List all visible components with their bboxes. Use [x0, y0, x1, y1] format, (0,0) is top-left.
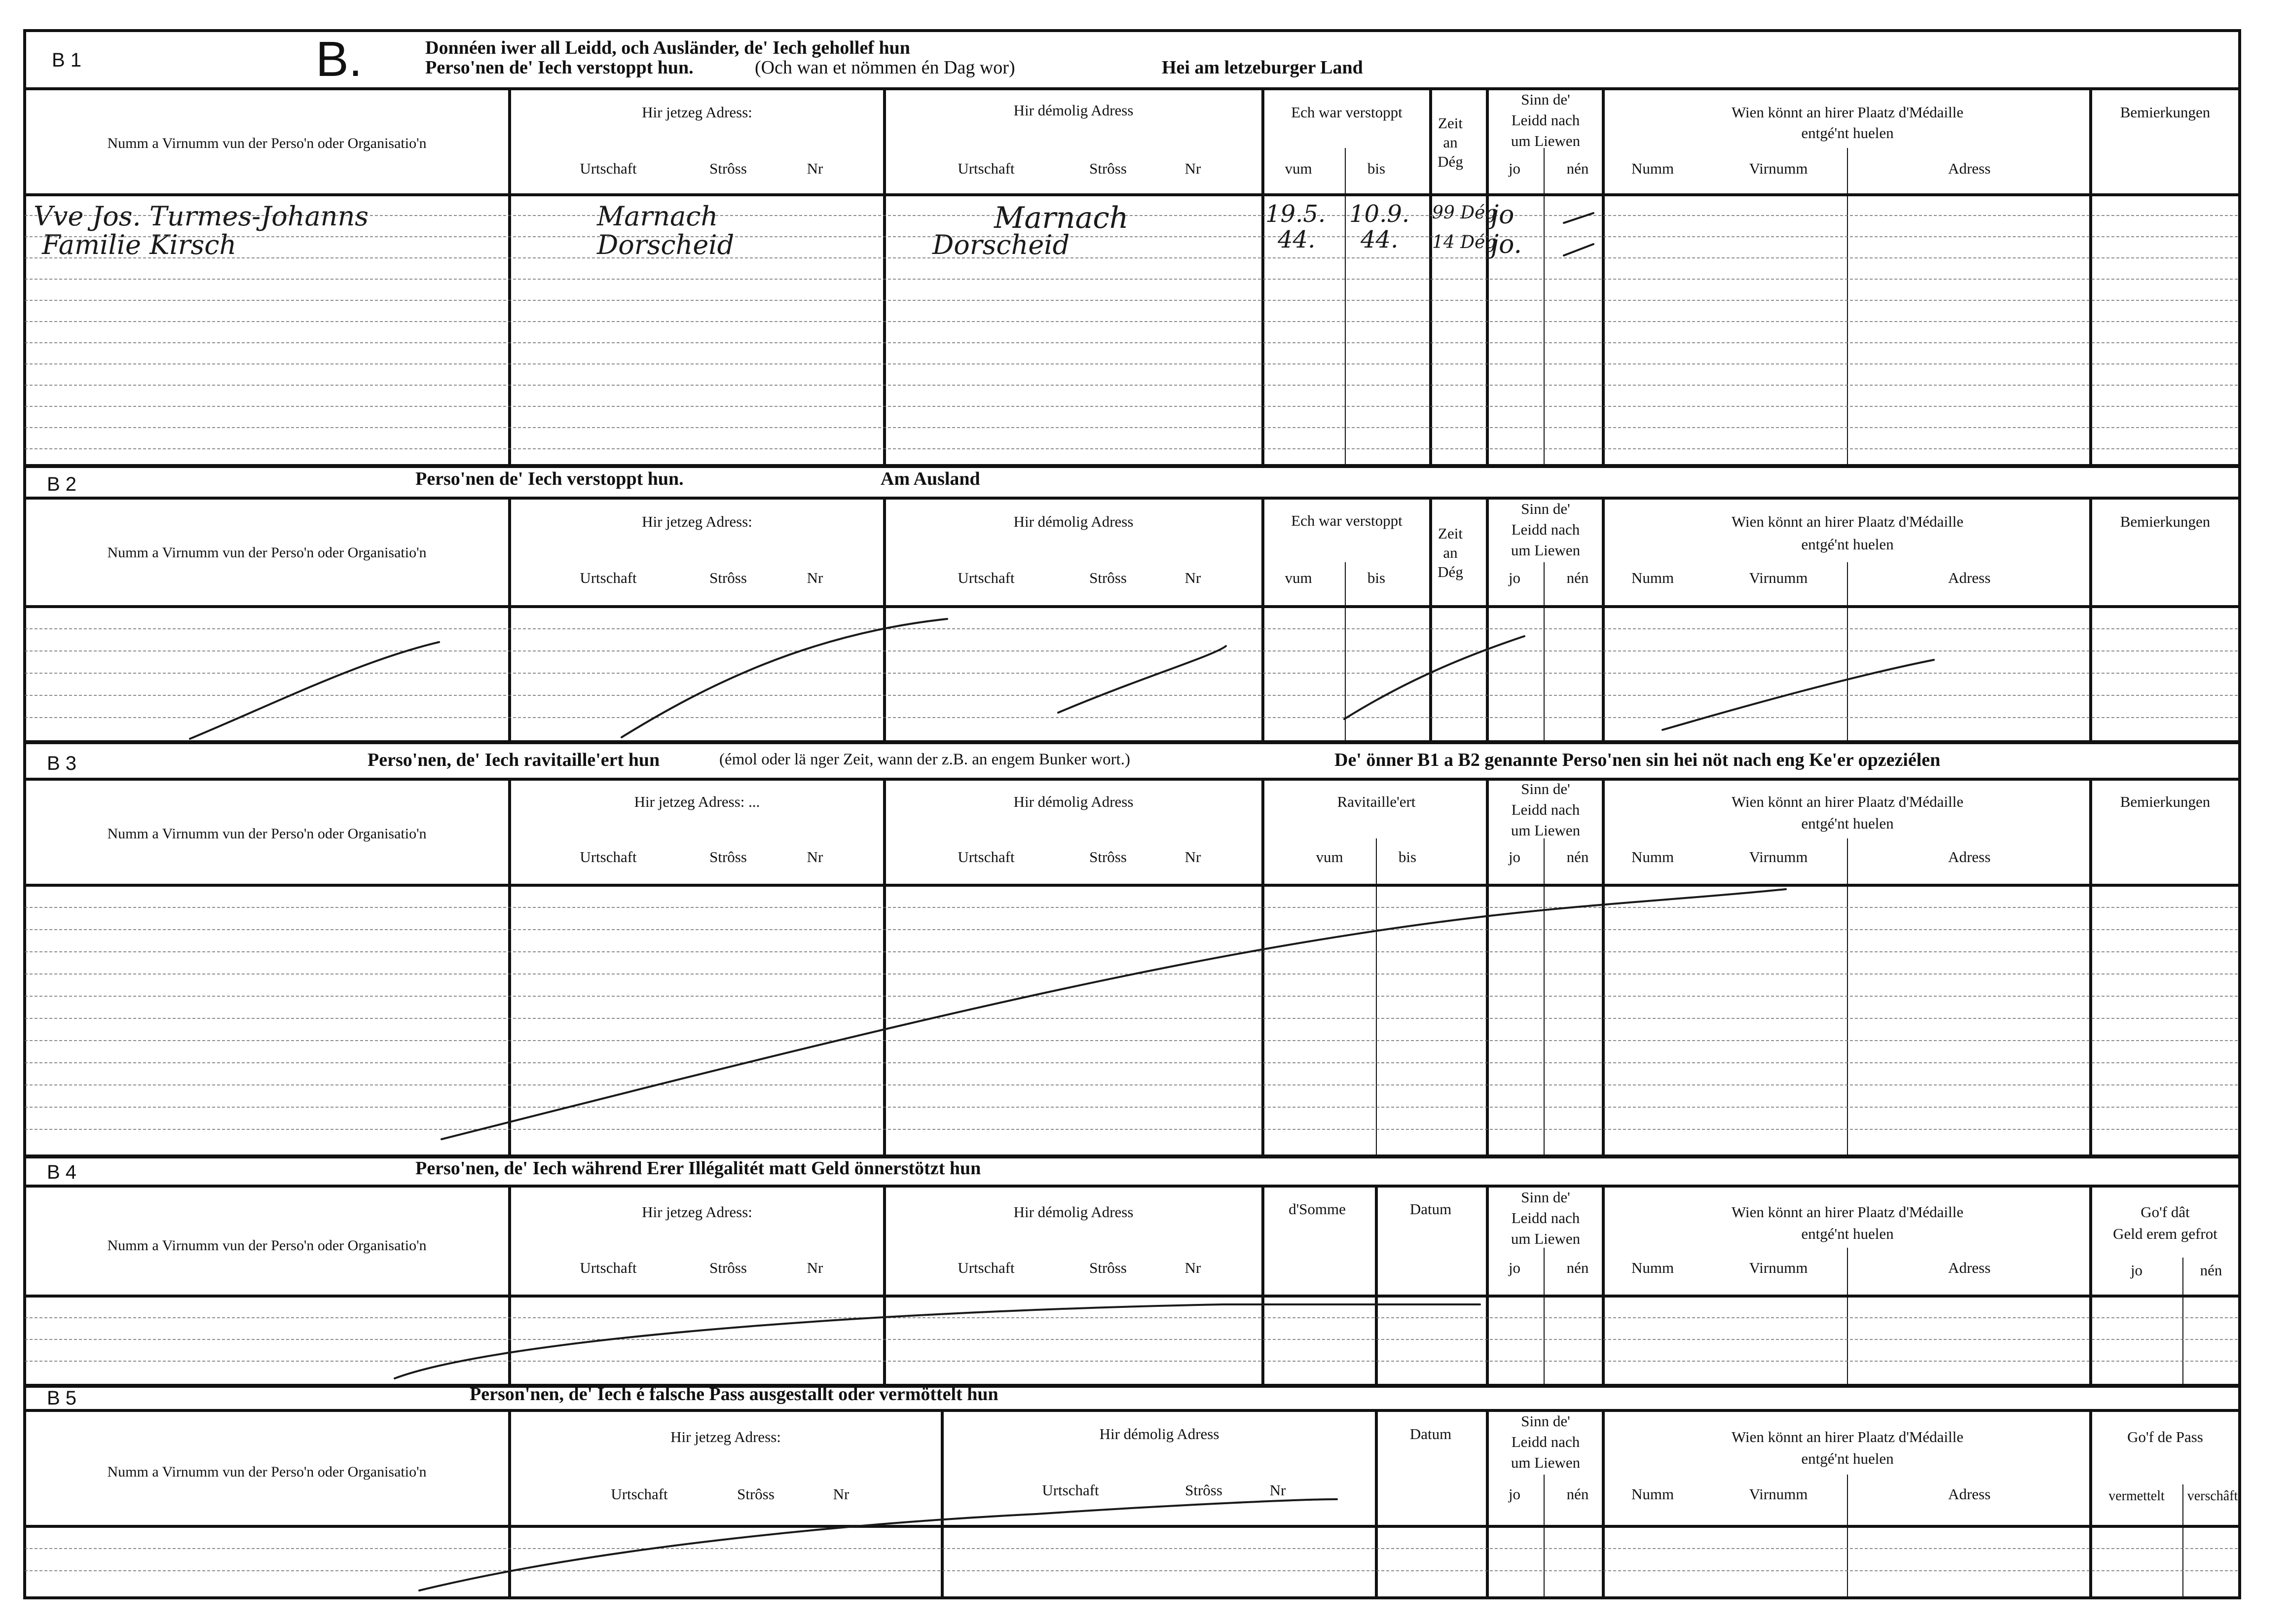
b4-hdr-former-town: Urtschaft: [958, 1259, 1015, 1276]
b4-hdr-alive-3: um Liewen: [1511, 1230, 1581, 1247]
b3-title: Perso'nen, de' Iech ravitaille'ert hun: [368, 750, 660, 770]
b4-hdr-money-2: Geld erem gefrot: [2113, 1225, 2217, 1242]
b1-row1-days: 99 Dég: [1432, 203, 1497, 223]
b1-hdr-name: Numm a Virnumm vun der Perso'n oder Organisatio'n: [107, 135, 427, 151]
b5-title: Person'nen, de' Iech é falsche Pass ausgestallt oder vermöttelt hun: [470, 1384, 998, 1405]
b3-hdr-supplied: Ravitaille'ert: [1337, 793, 1416, 810]
b5-hdr-medal-2: entgé'nt huelen: [1801, 1450, 1894, 1467]
b1-hdr-medal-2: entgé'nt huelen: [1801, 124, 1894, 142]
b3-hdr-address: Adress: [1948, 848, 1991, 866]
b3-hdr-former-address: Hir démolig Adress: [1013, 793, 1134, 810]
b1-title-line1: Donnéen iwer all Leidd, och Ausländer, de' Iech gehollef hun: [425, 37, 910, 58]
b2-hdr-street: Strôss: [709, 569, 747, 586]
b4-hdr-date: Datum: [1409, 1200, 1452, 1218]
b2-hdr-yes: jo: [1508, 569, 1521, 586]
b3-hdr-yes: jo: [1508, 848, 1521, 866]
b2-strike-5: [1662, 660, 1934, 730]
b1-row2-current-town: Dorscheid: [597, 229, 735, 260]
b1-hdr-time-3: Dég: [1438, 153, 1463, 170]
b4-hdr-lastname: Numm: [1631, 1259, 1674, 1276]
b5-hdr-address: Adress: [1948, 1485, 1991, 1503]
b5-hdr-lastname: Numm: [1631, 1485, 1674, 1503]
b2-hdr-lastname: Numm: [1631, 569, 1674, 586]
b1-hdr-current-address: Hir jetzeg Adress:: [642, 104, 752, 121]
b1-hdr-address: Adress: [1948, 160, 1991, 177]
b1-hdr-street: Strôss: [709, 160, 747, 177]
b3-hdr-from: vum: [1316, 848, 1343, 866]
b4-hdr-no: nén: [1566, 1259, 1589, 1276]
b5-hdr-name: Numm a Virnumm vun der Perso'n oder Organisatio'n: [107, 1464, 427, 1480]
b1-hdr-alive-1: Sinn de': [1521, 91, 1570, 108]
b4-hdr-nr: Nr: [807, 1259, 823, 1276]
b4-hdr-former-street: Strôss: [1089, 1259, 1127, 1276]
b3-hdr-name: Numm a Virnumm vun der Perso'n oder Organisatio'n: [107, 826, 427, 842]
b1-hdr-yes: jo: [1508, 160, 1521, 177]
b1-hdr-former-street: Strôss: [1089, 160, 1127, 177]
b5-hdr-arranged: vermettelt: [2108, 1488, 2165, 1504]
b5-hdr-street: Strôss: [737, 1485, 775, 1503]
b3-hdr-alive-2: Leidd nach: [1511, 801, 1580, 818]
b2-hdr-time-3: Dég: [1438, 563, 1463, 580]
b4-title: Perso'nen, de' Iech während Erer Illégalitét matt Geld önnerstötzt hun: [415, 1158, 981, 1179]
b3-strike: [442, 889, 1786, 1139]
b2-hdr-hidden-period: Ech war verstoppt: [1291, 512, 1403, 529]
b5-hdr-former-nr: Nr: [1269, 1481, 1286, 1499]
b1-hdr-former-town: Urtschaft: [958, 160, 1015, 177]
section-label-b2: B 2: [47, 473, 77, 495]
b1-hdr-time-1: Zeit: [1438, 114, 1463, 132]
b1-row2-name: Familie Kirsch: [42, 229, 237, 260]
b2-hdr-firstname: Virnumm: [1749, 569, 1808, 586]
b1-row1-from: 19.5.: [1265, 200, 1326, 228]
b4-hdr-sum: d'Somme: [1289, 1200, 1346, 1218]
b1-hdr-alive-3: um Liewen: [1511, 132, 1581, 149]
b1-hdr-to: bis: [1367, 160, 1386, 177]
b3-hdr-medal-1: Wien könnt an hirer Plaatz d'Médaille: [1731, 793, 1964, 810]
b4-hdr-former-address: Hir démolig Adress: [1013, 1203, 1134, 1221]
b3-hdr-medal-2: entgé'nt huelen: [1801, 815, 1894, 832]
b1-title-line2: Perso'nen de' Iech verstoppt hun.: [425, 57, 694, 78]
b1-hdr-remarks: Bemierkungen: [2120, 104, 2211, 121]
b1-row2-days: 14 Dég: [1432, 232, 1497, 253]
b4-hdr-medal-2: entgé'nt huelen: [1801, 1225, 1894, 1242]
b5-hdr-former-town: Urtschaft: [1042, 1481, 1099, 1499]
b4-strike: [395, 1304, 1480, 1378]
b5-hdr-yes: jo: [1508, 1485, 1521, 1503]
b4-hdr-firstname: Virnumm: [1749, 1259, 1808, 1276]
b1-hdr-medal-1: Wien könnt an hirer Plaatz d'Médaille: [1731, 104, 1964, 121]
b1-hdr-nr: Nr: [807, 160, 823, 177]
b4-hdr-name: Numm a Virnumm vun der Perso'n oder Organisatio'n: [107, 1237, 427, 1254]
b3-hdr-remarks: Bemierkungen: [2120, 793, 2211, 810]
b1-row1-former-town: Marnach: [994, 201, 1129, 235]
b1-hdr-no: nén: [1566, 160, 1589, 177]
b2-hdr-alive-1: Sinn de': [1521, 500, 1570, 517]
b2-hdr-name: Numm a Virnumm vun der Perso'n oder Organisatio'n: [107, 544, 427, 561]
b3-hdr-alive-3: um Liewen: [1511, 822, 1581, 839]
b1-hdr-hidden-period: Ech war verstoppt: [1291, 104, 1403, 121]
b1-hdr-former-nr: Nr: [1184, 160, 1201, 177]
b3-hdr-nr: Nr: [807, 848, 823, 866]
b3-hdr-current-address: Hir jetzeg Adress: ...: [634, 793, 760, 810]
b3-hdr-street: Strôss: [709, 848, 747, 866]
b5-hdr-nr: Nr: [833, 1485, 849, 1503]
b2-hdr-time-2: an: [1443, 544, 1458, 561]
b1-row2-alive-yes: jo.: [1491, 230, 1522, 259]
b5-hdr-medal-1: Wien könnt an hirer Plaatz d'Médaille: [1731, 1428, 1964, 1445]
b5-hdr-firstname: Virnumm: [1749, 1485, 1808, 1503]
b3-hdr-former-street: Strôss: [1089, 848, 1127, 866]
b5-hdr-pass: Go'f de Pass: [2127, 1428, 2203, 1445]
b2-hdr-alive-3: um Liewen: [1511, 541, 1581, 559]
b3-hdr-former-town: Urtschaft: [958, 848, 1015, 866]
b1-row1-current-town: Marnach: [597, 201, 718, 232]
b5-hdr-former-street: Strôss: [1185, 1481, 1222, 1499]
b2-hdr-no: nén: [1566, 569, 1589, 586]
b1-title-location: Hei am letzeburger Land: [1162, 57, 1363, 78]
b5-hdr-current-address: Hir jetzeg Adress:: [670, 1428, 781, 1445]
b2-strike-2: [622, 619, 947, 737]
b2-hdr-town: Urtschaft: [580, 569, 637, 586]
b1-hdr-lastname: Numm: [1631, 160, 1674, 177]
b4-hdr-alive-2: Leidd nach: [1511, 1209, 1580, 1227]
b5-hdr-alive-1: Sinn de': [1521, 1412, 1570, 1430]
b1-row2-from: 44.: [1278, 226, 1316, 253]
b2-hdr-former-address: Hir démolig Adress: [1013, 513, 1134, 530]
b3-hdr-alive-1: Sinn de': [1521, 780, 1570, 797]
b5-hdr-no: nén: [1566, 1485, 1589, 1503]
section-label-b4: B 4: [47, 1161, 77, 1183]
b2-hdr-medal-1: Wien könnt an hirer Plaatz d'Médaille: [1731, 513, 1964, 530]
b2-hdr-former-street: Strôss: [1089, 569, 1127, 586]
b3-hdr-no: nén: [1566, 848, 1589, 866]
b3-hdr-to: bis: [1398, 848, 1417, 866]
b5-hdr-date: Datum: [1409, 1425, 1452, 1443]
b4-hdr-current-address: Hir jetzeg Adress:: [642, 1203, 752, 1221]
b1-hdr-former-address: Hir démolig Adress: [1013, 102, 1134, 119]
b3-title-note: (émol oder lä nger Zeit, wann der z.B. an engem Bunker wort.): [719, 751, 1130, 768]
b2-strike-3: [1058, 646, 1226, 713]
b3-hdr-town: Urtschaft: [580, 848, 637, 866]
b4-hdr-address: Adress: [1948, 1259, 1991, 1276]
b2-hdr-to: bis: [1367, 569, 1386, 586]
b4-hdr-money-1: Go'f dât: [2141, 1203, 2190, 1221]
b4-hdr-town: Urtschaft: [580, 1259, 637, 1276]
b5-strike: [419, 1499, 1337, 1590]
b1-hdr-from: vum: [1285, 160, 1312, 177]
b4-hdr-yes: jo: [1508, 1259, 1521, 1276]
b1-title-note: (Och wan et nömmen én Dag wor): [755, 57, 1015, 78]
b3-hdr-firstname: Virnumm: [1749, 848, 1808, 866]
b4-hdr-alive-1: Sinn de': [1521, 1189, 1570, 1206]
b1-row1-alive-yes: jo: [1491, 200, 1514, 230]
b2-hdr-remarks: Bemierkungen: [2120, 513, 2211, 530]
b1-row1-to: 10.9.: [1349, 200, 1410, 228]
b2-hdr-nr: Nr: [807, 569, 823, 586]
b2-hdr-from: vum: [1285, 569, 1312, 586]
b5-hdr-alive-2: Leidd nach: [1511, 1433, 1580, 1450]
b1-hdr-town: Urtschaft: [580, 160, 637, 177]
b2-hdr-medal-2: entgé'nt huelen: [1801, 536, 1894, 553]
b1-row1-name: Vve Jos. Turmes-Johanns: [34, 201, 369, 232]
b1-no-dash-2: [1564, 244, 1593, 255]
section-label-b5: B 5: [47, 1387, 77, 1409]
b2-hdr-current-address: Hir jetzeg Adress:: [642, 513, 752, 530]
b5-hdr-former-address: Hir démolig Adress: [1099, 1425, 1219, 1443]
b5-hdr-town: Urtschaft: [611, 1485, 668, 1503]
b4-hdr-street: Strôss: [709, 1259, 747, 1276]
section-label-b3: B 3: [47, 753, 77, 774]
b4-hdr-money-no: nén: [2200, 1262, 2222, 1279]
b2-strike-1: [190, 642, 439, 739]
b1-hdr-alive-2: Leidd nach: [1511, 111, 1580, 129]
page-letter: B.: [316, 32, 363, 87]
section-label-b1: B 1: [52, 49, 82, 71]
b4-hdr-former-nr: Nr: [1184, 1259, 1201, 1276]
b2-strike-4: [1344, 636, 1524, 719]
b3-hdr-former-nr: Nr: [1184, 848, 1201, 866]
b1-row2-to: 44.: [1361, 226, 1399, 253]
b1-row2-former-town: Dorscheid: [932, 229, 1070, 260]
b2-title-location: Am Ausland: [881, 469, 980, 489]
b2-hdr-former-town: Urtschaft: [958, 569, 1015, 586]
b1-hdr-firstname: Virnumm: [1749, 160, 1808, 177]
b1-hdr-time-2: an: [1443, 134, 1458, 151]
b2-hdr-alive-2: Leidd nach: [1511, 521, 1580, 538]
b2-hdr-time-1: Zeit: [1438, 525, 1463, 542]
b5-hdr-alive-3: um Liewen: [1511, 1454, 1581, 1471]
b4-hdr-money-yes: jo: [2130, 1262, 2143, 1279]
b2-hdr-former-nr: Nr: [1184, 569, 1201, 586]
b3-hdr-lastname: Numm: [1631, 848, 1674, 866]
b3-title-exclusion: De' önner B1 a B2 genannte Perso'nen sin hei nöt nach eng Ke'er opzeziélen: [1334, 750, 1941, 770]
b5-hdr-created: verschâft: [2187, 1488, 2238, 1504]
b4-hdr-medal-1: Wien könnt an hirer Plaatz d'Médaille: [1731, 1203, 1964, 1221]
b2-title: Perso'nen de' Iech verstoppt hun.: [415, 469, 684, 489]
b2-hdr-address: Adress: [1948, 569, 1991, 586]
b1-no-dash-1: [1564, 213, 1593, 223]
